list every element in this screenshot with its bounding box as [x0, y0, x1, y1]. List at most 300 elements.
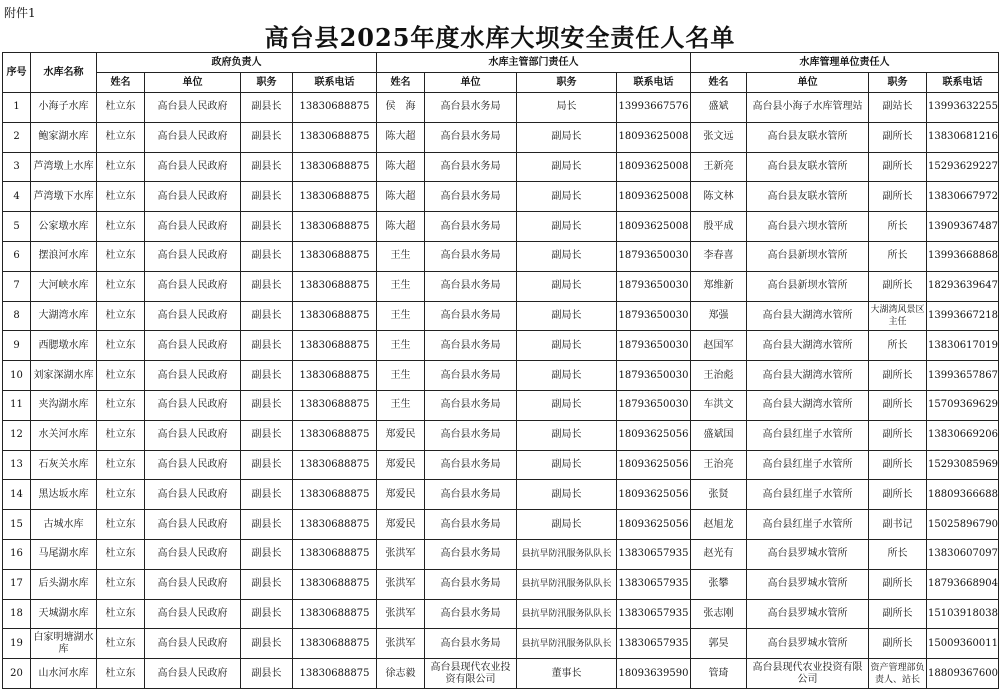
page-title: 高台县2025年度水库大坝安全责任人名单: [264, 23, 736, 52]
cell-reservoir: 白家明塘湖水库: [31, 629, 97, 659]
cell-dept-unit: 高台县水务局: [425, 629, 517, 659]
cell-gov-phone: 13830688875: [293, 241, 377, 271]
cell-mgmt-unit: 高台县友联水管所: [747, 182, 869, 212]
cell-gov-phone: 13830688875: [293, 301, 377, 331]
cell-gov-phone: 13830688875: [293, 361, 377, 391]
cell-gov-phone: 13830688875: [293, 152, 377, 182]
cell-reservoir: 大河峡水库: [31, 271, 97, 301]
cell-dept-phone: 18093625008: [617, 152, 691, 182]
cell-dept-phone: 18793650030: [617, 301, 691, 331]
cell-mgmt-name: 盛斌: [691, 93, 747, 123]
cell-dept-position: 副局长: [517, 510, 617, 540]
cell-mgmt-phone: 13830667972: [927, 182, 999, 212]
cell-gov-name: 杜立东: [97, 122, 145, 152]
cell-gov-unit: 高台县人民政府: [145, 390, 241, 420]
cell-dept-unit: 高台县水务局: [425, 390, 517, 420]
cell-dept-name: 张洪军: [377, 539, 425, 569]
cell-gov-position: 副县长: [241, 331, 293, 361]
cell-gov-position: 副县长: [241, 241, 293, 271]
cell-dept-phone: 18793650030: [617, 390, 691, 420]
cell-mgmt-phone: 15293085969: [927, 450, 999, 480]
cell-mgmt-unit: 高台县红崖子水管所: [747, 450, 869, 480]
cell-mgmt-name: 管琦: [691, 659, 747, 689]
cell-reservoir: 夹沟湖水库: [31, 390, 97, 420]
cell-gov-name: 杜立东: [97, 361, 145, 391]
cell-mgmt-unit: 高台县六坝水管所: [747, 212, 869, 242]
cell-no: 19: [3, 629, 31, 659]
header-mgmt-group: 水库管理单位责任人: [691, 53, 999, 73]
attachment-label: 附件1: [4, 6, 36, 20]
cell-no: 9: [3, 331, 31, 361]
cell-mgmt-name: 赵旭龙: [691, 510, 747, 540]
cell-gov-unit: 高台县人民政府: [145, 93, 241, 123]
cell-dept-position: 董事长: [517, 659, 617, 689]
cell-gov-position: 副县长: [241, 271, 293, 301]
cell-mgmt-position: 副所长: [869, 599, 927, 629]
cell-mgmt-name: 张文远: [691, 122, 747, 152]
cell-gov-unit: 高台县人民政府: [145, 271, 241, 301]
cell-dept-phone: 18093639590: [617, 659, 691, 689]
cell-no: 20: [3, 659, 31, 689]
cell-gov-name: 杜立东: [97, 510, 145, 540]
cell-dept-name: 陈大超: [377, 212, 425, 242]
cell-dept-unit: 高台县水务局: [425, 122, 517, 152]
cell-gov-unit: 高台县人民政府: [145, 420, 241, 450]
cell-dept-name: 郑爱民: [377, 480, 425, 510]
cell-gov-phone: 13830688875: [293, 599, 377, 629]
cell-gov-unit: 高台县人民政府: [145, 480, 241, 510]
cell-dept-name: 张洪军: [377, 599, 425, 629]
cell-gov-phone: 13830688875: [293, 450, 377, 480]
cell-gov-name: 杜立东: [97, 599, 145, 629]
table-row: [3, 212, 999, 242]
cell-dept-unit: 高台县水务局: [425, 510, 517, 540]
cell-mgmt-position: 副所长: [869, 361, 927, 391]
header-dept-phone: 联系电话: [617, 73, 691, 93]
cell-gov-name: 杜立东: [97, 659, 145, 689]
cell-reservoir: 公家墩水库: [31, 212, 97, 242]
cell-no: 8: [3, 301, 31, 331]
cell-mgmt-phone: 18809367600: [927, 659, 999, 689]
cell-dept-phone: 13830657935: [617, 569, 691, 599]
cell-no: 17: [3, 569, 31, 599]
cell-gov-phone: 13830688875: [293, 212, 377, 242]
header-dept-name: 姓名: [377, 73, 425, 93]
cell-gov-phone: 13830688875: [293, 629, 377, 659]
cell-mgmt-phone: 15293629227: [927, 152, 999, 182]
table-row: [3, 241, 999, 271]
cell-dept-name: 郑爱民: [377, 450, 425, 480]
cell-reservoir: 刘家深湖水库: [31, 361, 97, 391]
cell-mgmt-unit: 高台县小海子水库管理站: [747, 93, 869, 123]
table-row: [3, 539, 999, 569]
cell-no: 16: [3, 539, 31, 569]
cell-dept-position: 副局长: [517, 301, 617, 331]
cell-gov-unit: 高台县人民政府: [145, 569, 241, 599]
cell-dept-position: 副局长: [517, 331, 617, 361]
cell-dept-unit: 高台县水务局: [425, 152, 517, 182]
cell-mgmt-unit: 高台县红崖子水管所: [747, 510, 869, 540]
cell-mgmt-name: 李春喜: [691, 241, 747, 271]
cell-dept-phone: 13830657935: [617, 599, 691, 629]
cell-gov-position: 副县长: [241, 480, 293, 510]
cell-dept-name: 王生: [377, 390, 425, 420]
cell-gov-unit: 高台县人民政府: [145, 629, 241, 659]
cell-mgmt-position: 所长: [869, 331, 927, 361]
cell-dept-position: 副局长: [517, 480, 617, 510]
cell-reservoir: 石灰关水库: [31, 450, 97, 480]
cell-gov-unit: 高台县人民政府: [145, 510, 241, 540]
cell-mgmt-phone: 13830681216: [927, 122, 999, 152]
cell-mgmt-position: 副所长: [869, 450, 927, 480]
cell-mgmt-position: 副所长: [869, 629, 927, 659]
cell-dept-unit: 高台县水务局: [425, 301, 517, 331]
cell-mgmt-position: 所长: [869, 539, 927, 569]
header-no: 序号: [3, 53, 31, 93]
header-gov-unit: 单位: [145, 73, 241, 93]
cell-gov-phone: 13830688875: [293, 331, 377, 361]
cell-dept-name: 张洪军: [377, 569, 425, 599]
table-row: [3, 390, 999, 420]
cell-dept-phone: 18093625056: [617, 510, 691, 540]
cell-reservoir: 西腮墩水库: [31, 331, 97, 361]
cell-dept-position: 县抗旱防汛服务队队长: [517, 569, 617, 599]
cell-mgmt-phone: 18793668904: [927, 569, 999, 599]
cell-reservoir: 后头湖水库: [31, 569, 97, 599]
cell-mgmt-phone: 13993667218: [927, 301, 999, 331]
cell-mgmt-position: 资产管理部负责人、站长: [869, 659, 927, 689]
table-row: [3, 450, 999, 480]
header-mgmt-unit: 单位: [747, 73, 869, 93]
cell-gov-position: 副县长: [241, 152, 293, 182]
cell-gov-name: 杜立东: [97, 301, 145, 331]
cell-gov-unit: 高台县人民政府: [145, 361, 241, 391]
cell-mgmt-unit: 高台县红崖子水管所: [747, 420, 869, 450]
cell-dept-position: 县抗旱防汛服务队队长: [517, 599, 617, 629]
cell-mgmt-phone: 13830669206: [927, 420, 999, 450]
cell-mgmt-phone: 13830607097: [927, 539, 999, 569]
cell-gov-unit: 高台县人民政府: [145, 152, 241, 182]
cell-no: 14: [3, 480, 31, 510]
cell-gov-unit: 高台县人民政府: [145, 331, 241, 361]
cell-gov-phone: 13830688875: [293, 539, 377, 569]
cell-mgmt-unit: 高台县红崖子水管所: [747, 480, 869, 510]
cell-mgmt-unit: 高台县友联水管所: [747, 152, 869, 182]
cell-reservoir: 大湖湾水库: [31, 301, 97, 331]
cell-mgmt-name: 郑强: [691, 301, 747, 331]
cell-dept-phone: 13830657935: [617, 629, 691, 659]
cell-dept-name: 王生: [377, 301, 425, 331]
cell-dept-phone: 18093625056: [617, 450, 691, 480]
cell-gov-position: 副县长: [241, 420, 293, 450]
cell-dept-unit: 高台县水务局: [425, 241, 517, 271]
cell-reservoir: 马尾湖水库: [31, 539, 97, 569]
cell-mgmt-phone: 13993632255: [927, 93, 999, 123]
table-row: [3, 93, 999, 123]
cell-dept-position: 副局长: [517, 450, 617, 480]
cell-mgmt-position: 副所长: [869, 480, 927, 510]
cell-mgmt-unit: 高台县大湖湾水管所: [747, 361, 869, 391]
cell-gov-name: 杜立东: [97, 182, 145, 212]
cell-mgmt-name: 郑维新: [691, 271, 747, 301]
cell-dept-position: 局长: [517, 93, 617, 123]
cell-gov-position: 副县长: [241, 629, 293, 659]
cell-gov-unit: 高台县人民政府: [145, 599, 241, 629]
cell-mgmt-unit: 高台县现代农业投资有限公司: [747, 659, 869, 689]
cell-no: 13: [3, 450, 31, 480]
cell-dept-phone: 18093625008: [617, 212, 691, 242]
cell-gov-position: 副县长: [241, 182, 293, 212]
cell-reservoir: 芦湾墩上水库: [31, 152, 97, 182]
cell-mgmt-name: 陈文林: [691, 182, 747, 212]
cell-reservoir: 古城水库: [31, 510, 97, 540]
cell-gov-name: 杜立东: [97, 212, 145, 242]
cell-mgmt-name: 盛斌国: [691, 420, 747, 450]
cell-dept-unit: 高台县水务局: [425, 271, 517, 301]
cell-dept-phone: 18793650030: [617, 361, 691, 391]
cell-gov-name: 杜立东: [97, 450, 145, 480]
cell-mgmt-phone: 15103918038: [927, 599, 999, 629]
cell-dept-name: 王生: [377, 331, 425, 361]
table-row: [3, 331, 999, 361]
cell-gov-unit: 高台县人民政府: [145, 539, 241, 569]
cell-dept-unit: 高台县水务局: [425, 212, 517, 242]
cell-dept-unit: 高台县水务局: [425, 480, 517, 510]
cell-dept-position: 副局长: [517, 212, 617, 242]
cell-gov-position: 副县长: [241, 569, 293, 599]
cell-mgmt-position: 副所长: [869, 152, 927, 182]
header-gov-name: 姓名: [97, 73, 145, 93]
cell-gov-name: 杜立东: [97, 331, 145, 361]
header-mgmt-phone: 联系电话: [927, 73, 999, 93]
cell-gov-position: 副县长: [241, 659, 293, 689]
cell-dept-phone: 18793650030: [617, 271, 691, 301]
cell-dept-unit: 高台县水务局: [425, 182, 517, 212]
cell-dept-position: 副局长: [517, 390, 617, 420]
cell-reservoir: 水关河水库: [31, 420, 97, 450]
header-dept-position: 职务: [517, 73, 617, 93]
header-dept-group: 水库主管部门责任人: [377, 53, 691, 73]
table-row: [3, 271, 999, 301]
cell-mgmt-phone: 13993668868: [927, 241, 999, 271]
cell-dept-phone: 18093625008: [617, 122, 691, 152]
header-reservoir: 水库名称: [31, 53, 97, 93]
cell-gov-unit: 高台县人民政府: [145, 212, 241, 242]
cell-reservoir: 鲍家湖水库: [31, 122, 97, 152]
cell-mgmt-position: 副站长: [869, 93, 927, 123]
cell-dept-name: 郑爱民: [377, 510, 425, 540]
cell-dept-name: 陈大超: [377, 152, 425, 182]
cell-mgmt-unit: 高台县大湖湾水管所: [747, 331, 869, 361]
cell-dept-unit: 高台县水务局: [425, 539, 517, 569]
table-row: [3, 152, 999, 182]
cell-mgmt-name: 张攀: [691, 569, 747, 599]
cell-mgmt-position: 所长: [869, 212, 927, 242]
cell-dept-phone: 13830657935: [617, 539, 691, 569]
cell-mgmt-unit: 高台县新坝水管所: [747, 271, 869, 301]
header-gov-phone: 联系电话: [293, 73, 377, 93]
cell-mgmt-phone: 13993657867: [927, 361, 999, 391]
table-row: [3, 182, 999, 212]
cell-no: 5: [3, 212, 31, 242]
header-mgmt-position: 职务: [869, 73, 927, 93]
cell-gov-unit: 高台县人民政府: [145, 301, 241, 331]
cell-reservoir: 山水河水库: [31, 659, 97, 689]
table-row: [3, 122, 999, 152]
cell-gov-name: 杜立东: [97, 271, 145, 301]
cell-no: 7: [3, 271, 31, 301]
cell-no: 6: [3, 241, 31, 271]
cell-reservoir: 摆浪河水库: [31, 241, 97, 271]
cell-dept-position: 副局长: [517, 152, 617, 182]
cell-mgmt-unit: 高台县罗城水管所: [747, 629, 869, 659]
cell-gov-phone: 13830688875: [293, 569, 377, 599]
header-gov-position: 职务: [241, 73, 293, 93]
cell-mgmt-name: 王治彪: [691, 361, 747, 391]
cell-mgmt-unit: 高台县罗城水管所: [747, 539, 869, 569]
cell-mgmt-name: 郭昊: [691, 629, 747, 659]
cell-dept-name: 陈大超: [377, 182, 425, 212]
cell-mgmt-position: 所长: [869, 241, 927, 271]
cell-no: 10: [3, 361, 31, 391]
cell-mgmt-position: 副所长: [869, 122, 927, 152]
cell-gov-phone: 13830688875: [293, 271, 377, 301]
cell-mgmt-name: 殷平成: [691, 212, 747, 242]
table-row: [3, 510, 999, 540]
cell-dept-position: 副局长: [517, 182, 617, 212]
header-dept-unit: 单位: [425, 73, 517, 93]
cell-dept-name: 侯 海: [377, 93, 425, 123]
cell-mgmt-name: 赵国军: [691, 331, 747, 361]
cell-dept-position: 副局长: [517, 241, 617, 271]
cell-gov-name: 杜立东: [97, 480, 145, 510]
cell-dept-position: 副局长: [517, 361, 617, 391]
table-row: [3, 420, 999, 450]
cell-mgmt-phone: 18293639647: [927, 271, 999, 301]
cell-gov-unit: 高台县人民政府: [145, 659, 241, 689]
cell-mgmt-position: 大湖湾风景区主任: [869, 301, 927, 331]
cell-mgmt-position: 副书记: [869, 510, 927, 540]
cell-gov-phone: 13830688875: [293, 182, 377, 212]
cell-mgmt-unit: 高台县罗城水管所: [747, 569, 869, 599]
cell-mgmt-position: 副所长: [869, 182, 927, 212]
cell-dept-unit: 高台县水务局: [425, 450, 517, 480]
cell-mgmt-position: 副所长: [869, 420, 927, 450]
cell-dept-unit: 高台县水务局: [425, 420, 517, 450]
cell-dept-phone: 18793650030: [617, 241, 691, 271]
cell-gov-phone: 13830688875: [293, 93, 377, 123]
cell-dept-name: 陈大超: [377, 122, 425, 152]
cell-no: 12: [3, 420, 31, 450]
cell-mgmt-unit: 高台县大湖湾水管所: [747, 301, 869, 331]
cell-dept-unit: 高台县水务局: [425, 93, 517, 123]
cell-dept-phone: 18093625008: [617, 182, 691, 212]
cell-gov-unit: 高台县人民政府: [145, 450, 241, 480]
cell-gov-name: 杜立东: [97, 539, 145, 569]
cell-dept-unit: 高台县水务局: [425, 361, 517, 391]
table-row: [3, 301, 999, 331]
cell-mgmt-position: 副所长: [869, 390, 927, 420]
table-row: [3, 361, 999, 391]
cell-dept-name: 王生: [377, 361, 425, 391]
cell-gov-phone: 13830688875: [293, 510, 377, 540]
cell-no: 18: [3, 599, 31, 629]
cell-dept-phone: 13993667576: [617, 93, 691, 123]
header-gov-group: 政府负责人: [97, 53, 377, 73]
cell-gov-phone: 13830688875: [293, 420, 377, 450]
table-row: [3, 480, 999, 510]
cell-mgmt-name: 张贤: [691, 480, 747, 510]
cell-no: 15: [3, 510, 31, 540]
cell-dept-position: 副局长: [517, 122, 617, 152]
cell-gov-position: 副县长: [241, 361, 293, 391]
cell-dept-name: 徐志毅: [377, 659, 425, 689]
cell-no: 11: [3, 390, 31, 420]
cell-gov-position: 副县长: [241, 599, 293, 629]
cell-mgmt-phone: 15009360011: [927, 629, 999, 659]
cell-no: 3: [3, 152, 31, 182]
cell-gov-position: 副县长: [241, 450, 293, 480]
cell-dept-name: 张洪军: [377, 629, 425, 659]
cell-mgmt-phone: 13830617019: [927, 331, 999, 361]
cell-gov-position: 副县长: [241, 122, 293, 152]
cell-dept-name: 郑爱民: [377, 420, 425, 450]
cell-gov-position: 副县长: [241, 390, 293, 420]
cell-mgmt-position: 副所长: [869, 271, 927, 301]
cell-no: 4: [3, 182, 31, 212]
cell-dept-phone: 18093625056: [617, 480, 691, 510]
cell-no: 2: [3, 122, 31, 152]
cell-reservoir: 黑达坂水库: [31, 480, 97, 510]
cell-gov-position: 副县长: [241, 510, 293, 540]
cell-gov-name: 杜立东: [97, 241, 145, 271]
cell-reservoir: 小海子水库: [31, 93, 97, 123]
table-row: [3, 569, 999, 599]
cell-reservoir: 天城湖水库: [31, 599, 97, 629]
cell-gov-name: 杜立东: [97, 420, 145, 450]
cell-reservoir: 芦湾墩下水库: [31, 182, 97, 212]
cell-mgmt-name: 王治亮: [691, 450, 747, 480]
cell-gov-unit: 高台县人民政府: [145, 122, 241, 152]
cell-dept-name: 王生: [377, 241, 425, 271]
cell-dept-position: 县抗旱防汛服务队队长: [517, 539, 617, 569]
cell-dept-phone: 18793650030: [617, 331, 691, 361]
cell-gov-name: 杜立东: [97, 569, 145, 599]
cell-dept-unit: 高台县水务局: [425, 331, 517, 361]
cell-gov-unit: 高台县人民政府: [145, 241, 241, 271]
cell-mgmt-phone: 13909367487: [927, 212, 999, 242]
cell-dept-phone: 18093625056: [617, 420, 691, 450]
cell-mgmt-name: 赵光有: [691, 539, 747, 569]
cell-dept-position: 副局长: [517, 271, 617, 301]
cell-mgmt-name: 张志刚: [691, 599, 747, 629]
cell-mgmt-phone: 15709369629: [927, 390, 999, 420]
cell-dept-position: 副局长: [517, 420, 617, 450]
cell-mgmt-unit: 高台县友联水管所: [747, 122, 869, 152]
cell-mgmt-unit: 高台县大湖湾水管所: [747, 390, 869, 420]
cell-gov-position: 副县长: [241, 301, 293, 331]
cell-gov-position: 副县长: [241, 212, 293, 242]
cell-gov-name: 杜立东: [97, 93, 145, 123]
cell-gov-name: 杜立东: [97, 629, 145, 659]
table-row: [3, 599, 999, 629]
cell-dept-unit: 高台县现代农业投资有限公司: [425, 659, 517, 689]
cell-gov-unit: 高台县人民政府: [145, 182, 241, 212]
cell-mgmt-position: 副所长: [869, 569, 927, 599]
cell-mgmt-phone: 15025896790: [927, 510, 999, 540]
cell-gov-position: 副县长: [241, 539, 293, 569]
cell-dept-name: 王生: [377, 271, 425, 301]
